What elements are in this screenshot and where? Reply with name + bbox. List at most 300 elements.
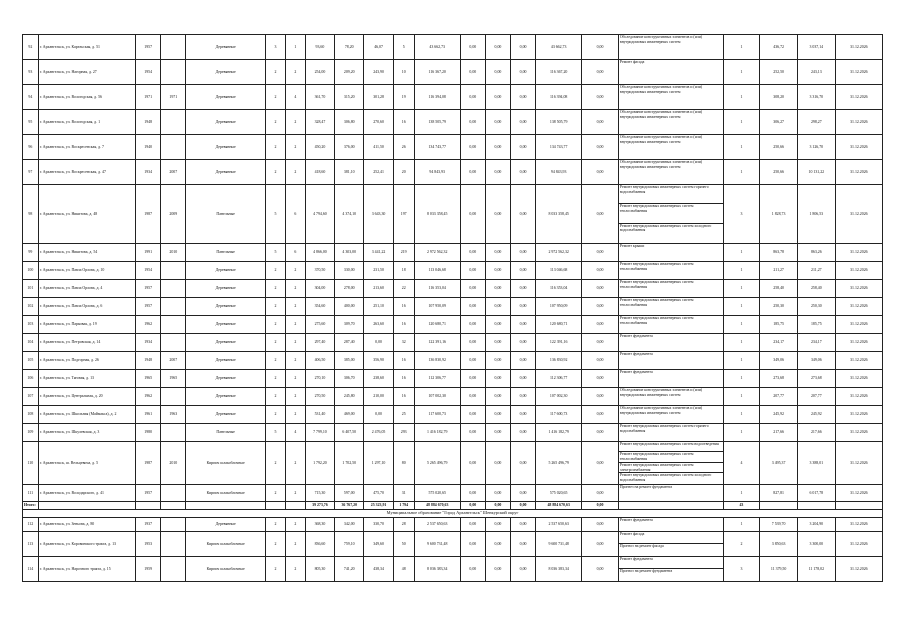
cost-total-cell: 575 020,65 xyxy=(414,484,460,501)
year-built-cell: 1940 xyxy=(136,135,161,160)
work-type-cell xyxy=(618,60,723,85)
budget-share-cell: 0,00 xyxy=(485,60,510,85)
floors-cell: 2 xyxy=(265,85,285,110)
work-type-item: Обследование конструктивных элементов и (или) внутридомовых инженерных систем xyxy=(619,387,703,397)
work-type-item: Ремонт фундамента xyxy=(619,369,653,374)
living-area-cell: 1 702,50 xyxy=(335,441,364,484)
budget-share-cell: 0,00 xyxy=(485,556,510,581)
total-area-cell: 406,50 xyxy=(305,351,334,369)
table-row xyxy=(23,531,883,556)
unit-cost-cell: 11 379,50 xyxy=(760,556,798,581)
fund-share-cell: 0,00 xyxy=(460,387,485,405)
address-cell: г. Архангельск, ул. Центральная, д. 20 xyxy=(38,387,135,405)
cost-total-cell: 9 600 731,48 xyxy=(414,531,460,556)
living-area-cell: 209,20 xyxy=(335,60,364,85)
total-area-cell: 275,60 xyxy=(305,315,334,333)
total-s2-cell: 48 884 670,63 xyxy=(536,501,582,509)
entrances-cell: 2 xyxy=(285,351,305,369)
floors-cell: 2 xyxy=(265,160,285,185)
year-renovated-cell: 2007 xyxy=(161,351,186,369)
deadline-cell: 31.12.2026 xyxy=(835,261,882,279)
wall-material-cell: Кирпич шлакоблочные xyxy=(186,441,266,484)
municipal-share-cell: 0,00 xyxy=(511,261,536,279)
municipal-share-cell: 0,00 xyxy=(511,135,536,160)
total-v2-cell: 0,00 xyxy=(485,501,510,509)
max-cost-cell: 349,06 xyxy=(797,351,835,369)
unit-cost-cell: 3 850,63 xyxy=(760,531,798,556)
owners-funds-cell: 8 036 383,34 xyxy=(536,556,582,581)
deadline-cell: 31.12.2026 xyxy=(835,369,882,387)
section-header-row xyxy=(23,509,883,517)
deadline-cell: 31.12.2026 xyxy=(835,315,882,333)
year-built-cell: 1948 xyxy=(136,351,161,369)
other-funds-cell: 0,00 xyxy=(582,387,619,405)
unit-cost-cell: 863,78 xyxy=(760,243,798,261)
year-built-cell: 1937 xyxy=(136,517,161,531)
table-body xyxy=(23,35,883,582)
works-count-cell: 1 xyxy=(723,351,760,369)
total-empty-cell xyxy=(161,501,186,509)
municipal-share-cell: 0,00 xyxy=(511,531,536,556)
work-type-item: Ремонт внутридомовых инженерных систем водоотведения xyxy=(619,442,723,453)
municipal-share-cell: 0,00 xyxy=(511,333,536,351)
municipal-share-cell: 0,00 xyxy=(511,85,536,110)
total-area-cell: 297,40 xyxy=(305,333,334,351)
residents-cell: 26 xyxy=(393,135,414,160)
row-number: 108 xyxy=(23,405,39,423)
municipal-share-cell: 0,00 xyxy=(511,369,536,387)
work-type-item: Обследование конструктивных элементов и (или) внутридомовых инженерных систем xyxy=(619,85,703,94)
fund-share-cell: 0,00 xyxy=(460,423,485,441)
deadline-cell: 31.12.2026 xyxy=(835,297,882,315)
address-cell: г. Архангельск, ш. Вельцевича, д. 5 xyxy=(38,441,135,484)
row-number: 100 xyxy=(23,261,39,279)
max-cost-cell: 3 126,70 xyxy=(797,135,835,160)
fund-share-cell: 0,00 xyxy=(460,160,485,185)
total-sum-cell: 48 884 670,63 xyxy=(414,501,460,509)
work-type-item: Ремонт фасада xyxy=(619,532,723,544)
wall-material-cell: Деревянные xyxy=(186,315,266,333)
living-area-cell: 400,00 xyxy=(335,297,364,315)
table-row xyxy=(23,185,883,244)
entrances-cell: 2 xyxy=(285,556,305,581)
other-funds-cell: 0,00 xyxy=(582,517,619,531)
owners-funds-cell: 116 394,08 xyxy=(536,85,582,110)
table-row xyxy=(23,441,883,484)
premises-area-cell: 46,07 xyxy=(364,35,393,60)
living-area-cell: 330,00 xyxy=(335,261,364,279)
owners-funds-cell: 138 505,79 xyxy=(536,110,582,135)
floors-cell: 2 xyxy=(265,556,285,581)
living-area-cell: 376,00 xyxy=(335,135,364,160)
premises-area-cell: 411,50 xyxy=(364,135,393,160)
living-area-cell: 278,00 xyxy=(335,279,364,297)
address-cell: г. Архангельск, ул. Нарочного тракта, д. 15 xyxy=(38,556,135,581)
row-number: 97 xyxy=(23,160,39,185)
unit-cost-cell: 258,40 xyxy=(760,279,798,297)
cost-total-cell: 2 972 562,32 xyxy=(414,243,460,261)
work-type-cell xyxy=(618,484,723,501)
residents-cell: 31 xyxy=(393,484,414,501)
fund-share-cell: 0,00 xyxy=(460,60,485,85)
residents-cell: 16 xyxy=(393,351,414,369)
year-built-cell: 1987 xyxy=(136,441,161,484)
address-cell: г. Архангельск, ул. Вологодская, д. 56 xyxy=(38,85,135,110)
municipal-share-cell: 0,00 xyxy=(511,279,536,297)
fund-share-cell: 0,00 xyxy=(460,484,485,501)
cost-total-cell: 43 662,73 xyxy=(414,35,460,60)
wall-material-cell: Деревянные xyxy=(186,405,266,423)
unit-cost-cell: 217,66 xyxy=(760,423,798,441)
residents-cell: 16 xyxy=(393,315,414,333)
total-area-cell: 304,00 xyxy=(305,279,334,297)
wall-material-cell: Панельные xyxy=(186,243,266,261)
owners-funds-cell: 2 537 650,63 xyxy=(536,517,582,531)
owners-funds-cell: 116 367,20 xyxy=(536,60,582,85)
works-count-cell: 1 xyxy=(723,333,760,351)
total-empty-cell xyxy=(618,501,723,509)
max-cost-cell: 217,66 xyxy=(797,423,835,441)
row-number: 99 xyxy=(23,243,39,261)
other-funds-cell: 0,00 xyxy=(582,279,619,297)
works-count-cell: 1 xyxy=(723,243,760,261)
entrances-cell: 4 xyxy=(285,423,305,441)
total-area-cell: 361,70 xyxy=(305,85,334,110)
entrances-cell: 2 xyxy=(285,405,305,423)
owners-funds-cell: 9 600 731,48 xyxy=(536,531,582,556)
year-renovated-cell xyxy=(161,484,186,501)
budget-share-cell: 0,00 xyxy=(485,110,510,135)
owners-funds-cell: 134 743,77 xyxy=(536,135,582,160)
wall-material-cell: Деревянные xyxy=(186,333,266,351)
entrances-cell: 2 xyxy=(285,387,305,405)
address-cell: г. Архангельск, ул. Подгорная, д. 26 xyxy=(38,351,135,369)
other-funds-cell: 0,00 xyxy=(582,297,619,315)
year-renovated-cell xyxy=(161,60,186,85)
work-type-item: Ремонт внутридомовых инженерных систем горячего водоснабжения xyxy=(619,185,723,204)
fund-share-cell: 0,00 xyxy=(460,279,485,297)
cost-total-cell: 112 306,77 xyxy=(414,369,460,387)
year-built-cell: 1957 xyxy=(136,279,161,297)
work-type-item: Обследование конструктивных элементов и (или) внутридомовых инженерных систем xyxy=(619,135,703,144)
max-cost-cell: 258,40 xyxy=(797,279,835,297)
work-type-item: Прогноз на ремонт фундамента xyxy=(619,568,673,573)
section-title: Муниципальное образование "Город Архангельск" Шенкурский округ xyxy=(23,509,883,517)
budget-share-cell: 0,00 xyxy=(485,35,510,60)
total-area-cell: 4 866,00 xyxy=(305,243,334,261)
table-row xyxy=(23,351,883,369)
address-cell: г. Архангельск, ул. Павла Орлова, д. 4 xyxy=(38,279,135,297)
max-cost-cell: 273,68 xyxy=(797,369,835,387)
year-renovated-cell xyxy=(161,135,186,160)
address-cell: г. Архангельск, ул. Зеньова, д. 80 xyxy=(38,517,135,531)
address-cell: г. Архангельск, ул. Карельская, д. 51 xyxy=(38,35,135,60)
work-type-cell xyxy=(618,423,723,441)
works-count-cell: 1 xyxy=(723,387,760,405)
entrances-cell: 2 xyxy=(285,369,305,387)
living-area-cell: 4 303,00 xyxy=(335,243,364,261)
living-area-cell: 78,20 xyxy=(335,35,364,60)
work-type-cell xyxy=(618,135,723,160)
address-cell: г. Архангельск, ул. Никитова, д. 54 xyxy=(38,243,135,261)
cost-total-cell: 117 600,73 xyxy=(414,405,460,423)
year-renovated-cell: 1971 xyxy=(161,85,186,110)
max-cost-cell: 185,75 xyxy=(797,315,835,333)
deadline-cell: 31.12.2026 xyxy=(835,405,882,423)
entrances-cell: 1 xyxy=(285,35,305,60)
work-type-cell xyxy=(618,35,723,60)
year-built-cell: 1948 xyxy=(136,110,161,135)
entrances-cell: 2 xyxy=(285,315,305,333)
work-type-cell xyxy=(618,279,723,297)
address-cell: г. Архангельск, ул. Нагорная, д. 27 xyxy=(38,60,135,85)
living-area-cell: 309,70 xyxy=(335,315,364,333)
owners-funds-cell: 117 600,73 xyxy=(536,405,582,423)
fund-share-cell: 0,00 xyxy=(460,135,485,160)
max-cost-cell: 3 388,01 xyxy=(797,441,835,484)
max-cost-cell: 3 204,90 xyxy=(797,517,835,531)
row-number: 107 xyxy=(23,387,39,405)
row-number: 104 xyxy=(23,333,39,351)
premises-area-cell: 252,41 xyxy=(364,160,393,185)
cost-total-cell: 2 537 650,63 xyxy=(414,517,460,531)
year-built-cell: 1991 xyxy=(136,243,161,261)
budget-share-cell: 0,00 xyxy=(485,517,510,531)
wall-material-cell: Панельные xyxy=(186,185,266,244)
row-number: 113 xyxy=(23,531,39,556)
table-row xyxy=(23,160,883,185)
cost-total-cell: 116 353,04 xyxy=(414,279,460,297)
fund-share-cell: 0,00 xyxy=(460,85,485,110)
premises-area-cell: 438,34 xyxy=(364,556,393,581)
floors-cell: 2 xyxy=(265,369,285,387)
address-cell: г. Архангельск, ул. Воскресенская, д. 47 xyxy=(38,160,135,185)
address-cell: г. Архангельск, ул. Шкулевская, д. 3 xyxy=(38,423,135,441)
budget-share-cell: 0,00 xyxy=(485,243,510,261)
work-type-item: Ремонт внутридомовых инженерных систем теплоснабжения xyxy=(619,452,723,463)
total-a1-cell: 39 273,76 xyxy=(305,501,334,509)
premises-area-cell: 238,60 xyxy=(364,369,393,387)
work-type-item: Ремонт фасада xyxy=(619,60,645,64)
fund-share-cell: 0,00 xyxy=(460,351,485,369)
premises-area-cell: 1 297,10 xyxy=(364,441,393,484)
year-renovated-cell xyxy=(161,556,186,581)
total-c1-cell: 43 xyxy=(723,501,760,509)
max-cost-cell: 10 131,22 xyxy=(797,160,835,185)
max-cost-cell: 250,30 xyxy=(797,297,835,315)
premises-area-cell: 3 441,22 xyxy=(364,243,393,261)
total-area-cell: 450,20 xyxy=(305,135,334,160)
cost-total-cell: 138 505,79 xyxy=(414,110,460,135)
budget-share-cell: 0,00 xyxy=(485,441,510,484)
deadline-cell: 31.12.2026 xyxy=(835,387,882,405)
budget-share-cell: 0,00 xyxy=(485,387,510,405)
address-cell: г. Архангельск, ул. Воскресенская, д. 7 xyxy=(38,135,135,160)
budget-share-cell: 0,00 xyxy=(485,135,510,160)
floors-cell: 2 xyxy=(265,517,285,531)
table-row xyxy=(23,243,883,261)
work-type-item: Ремонт внутридомовых инженерных систем горячего водоснабжения xyxy=(619,423,709,433)
other-funds-cell: 0,00 xyxy=(582,135,619,160)
living-area-cell: 4 374,10 xyxy=(335,185,364,244)
total-area-cell: 370,50 xyxy=(305,261,334,279)
premises-area-cell: 349,60 xyxy=(364,531,393,556)
wall-material-cell: Деревянные xyxy=(186,261,266,279)
owners-funds-cell: 136 830,92 xyxy=(536,351,582,369)
wall-material-cell: Деревянные xyxy=(186,110,266,135)
year-built-cell: 1957 xyxy=(136,35,161,60)
total-v3-cell: 0,00 xyxy=(511,501,536,509)
work-type-item: Прогноз на ремонт фасада xyxy=(619,543,664,548)
total-empty-cell xyxy=(797,501,835,509)
floors-cell: 5 xyxy=(265,243,285,261)
cost-total-cell: 136 830,92 xyxy=(414,351,460,369)
premises-area-cell: 263,60 xyxy=(364,315,393,333)
owners-funds-cell: 575 020,65 xyxy=(536,484,582,501)
row-number: 109 xyxy=(23,423,39,441)
budget-share-cell: 0,00 xyxy=(485,369,510,387)
works-count-cell: 1 xyxy=(723,484,760,501)
works-count-cell: 1 xyxy=(723,60,760,85)
year-renovated-cell: 2010 xyxy=(161,441,186,484)
work-type-item: Ремонт фундамента xyxy=(619,517,653,522)
fund-share-cell: 0,00 xyxy=(460,517,485,531)
premises-area-cell: 213,60 xyxy=(364,279,393,297)
year-renovated-cell xyxy=(161,517,186,531)
table-row xyxy=(23,60,883,85)
residents-cell: 48 xyxy=(393,556,414,581)
entrances-cell: 2 xyxy=(285,160,305,185)
total-empty-cell xyxy=(38,501,135,509)
budget-share-cell: 0,00 xyxy=(485,185,510,244)
year-built-cell: 1957 xyxy=(136,484,161,501)
cost-total-cell: 122 391,16 xyxy=(414,333,460,351)
premises-area-cell: 210,00 xyxy=(364,387,393,405)
table-row xyxy=(23,261,883,279)
unit-cost-cell: 3 495,37 xyxy=(760,441,798,484)
year-built-cell: 1954 xyxy=(136,60,161,85)
work-type-item: Ремонт внутридомовых инженерных систем теплоснабжения xyxy=(619,315,694,325)
max-cost-cell: 207,77 xyxy=(797,387,835,405)
wall-material-cell: Деревянные xyxy=(186,85,266,110)
year-built-cell: 1971 xyxy=(136,85,161,110)
total-empty-cell xyxy=(265,501,285,509)
residents-cell: 20 xyxy=(393,160,414,185)
address-cell: г. Архангельск, ул. Школьная (Маймакса), д. 2 xyxy=(38,405,135,423)
year-built-cell: 1934 xyxy=(136,160,161,185)
wall-material-cell: Деревянные xyxy=(186,35,266,60)
floors-cell: 2 xyxy=(265,297,285,315)
living-area-cell: 6 407,50 xyxy=(335,423,364,441)
other-funds-cell: 0,00 xyxy=(582,85,619,110)
unit-cost-cell: 185,75 xyxy=(760,315,798,333)
total-area-cell: 354,60 xyxy=(305,297,334,315)
deadline-cell: 31.12.2026 xyxy=(835,333,882,351)
deadline-cell: 31.12.2026 xyxy=(835,423,882,441)
work-type-cell xyxy=(618,387,723,405)
entrances-cell: 6 xyxy=(285,243,305,261)
year-built-cell: 1987 xyxy=(136,185,161,244)
row-number: 102 xyxy=(23,297,39,315)
other-funds-cell: 0,00 xyxy=(582,333,619,351)
year-renovated-cell: 2009 xyxy=(161,185,186,244)
work-type-cell xyxy=(618,333,723,351)
address-cell: г. Архангельск, ул. Павла Орлова, д. 6 xyxy=(38,297,135,315)
cost-total-cell: 8 036 383,34 xyxy=(414,556,460,581)
living-area-cell: 381,10 xyxy=(335,160,364,185)
works-count-cell: 1 xyxy=(723,135,760,160)
other-funds-cell: 0,00 xyxy=(582,441,619,484)
unit-cost-cell: 252,50 xyxy=(760,60,798,85)
row-number: 94 xyxy=(23,85,39,110)
address-cell: г. Архангельск, ул. Вологодская, д. 1 xyxy=(38,110,135,135)
works-count-cell: 1 xyxy=(723,315,760,333)
budget-share-cell: 0,00 xyxy=(485,261,510,279)
deadline-cell: 31.12.2026 xyxy=(835,243,882,261)
budget-share-cell: 0,00 xyxy=(485,85,510,110)
unit-cost-cell: 207,77 xyxy=(760,387,798,405)
max-cost-cell: 3 037,14 xyxy=(797,35,835,60)
other-funds-cell: 0,00 xyxy=(582,556,619,581)
deadline-cell: 31.12.2026 xyxy=(835,160,882,185)
living-area-cell: 342,00 xyxy=(335,517,364,531)
work-type-item: Обследование конструктивных элементов и (или) внутридомовых инженерных систем xyxy=(619,35,703,44)
year-built-cell: 1957 xyxy=(136,297,161,315)
work-type-cell xyxy=(618,243,723,261)
municipal-share-cell: 0,00 xyxy=(511,35,536,60)
entrances-cell: 2 xyxy=(285,135,305,160)
total-empty-cell xyxy=(835,501,882,509)
work-type-item: Ремонт фундамента xyxy=(619,557,723,569)
owners-funds-cell: 116 353,04 xyxy=(536,279,582,297)
row-number: 106 xyxy=(23,369,39,387)
unit-cost-cell: 234,17 xyxy=(760,333,798,351)
table-row xyxy=(23,85,883,110)
year-built-cell: 1953 xyxy=(136,531,161,556)
table-row xyxy=(23,279,883,297)
work-type-item: Ремонт внутридомовых инженерных систем теплоснабжения xyxy=(619,261,694,271)
work-type-cell xyxy=(618,185,723,244)
premises-area-cell: 301,28 xyxy=(364,85,393,110)
living-area-cell: 759,10 xyxy=(335,531,364,556)
total-area-cell: 715,30 xyxy=(305,484,334,501)
living-area-cell: 315,20 xyxy=(335,85,364,110)
address-cell: г. Архангельск, ул. Володарского, д. 41 xyxy=(38,484,135,501)
address-cell: г. Архангельск, ул. Коровинского тракта, д. 13 xyxy=(38,531,135,556)
unit-cost-cell: 273,68 xyxy=(760,369,798,387)
year-renovated-cell: 2007 xyxy=(161,160,186,185)
year-renovated-cell xyxy=(161,279,186,297)
municipal-share-cell: 0,00 xyxy=(511,423,536,441)
total-area-cell: 836,60 xyxy=(305,531,334,556)
cost-total-cell: 107 950,09 xyxy=(414,297,460,315)
cost-total-cell: 116 367,20 xyxy=(414,60,460,85)
row-number: 92 xyxy=(23,35,39,60)
row-number: 93 xyxy=(23,60,39,85)
unit-cost-cell: 250,66 xyxy=(760,135,798,160)
total-area-cell: 418,60 xyxy=(305,160,334,185)
total-row xyxy=(23,501,883,509)
other-funds-cell: 0,00 xyxy=(582,369,619,387)
address-cell: г. Архангельск, ул. Никитова, д. 48 xyxy=(38,185,135,244)
work-type-item: Ремонт крыши xyxy=(619,243,645,248)
other-funds-cell: 0,00 xyxy=(582,35,619,60)
living-area-cell: 741,20 xyxy=(335,556,364,581)
works-count-cell: 1 xyxy=(723,517,760,531)
premises-area-cell: 270,60 xyxy=(364,110,393,135)
premises-area-cell: 231,50 xyxy=(364,261,393,279)
total-area-cell: 7 799,10 xyxy=(305,423,334,441)
